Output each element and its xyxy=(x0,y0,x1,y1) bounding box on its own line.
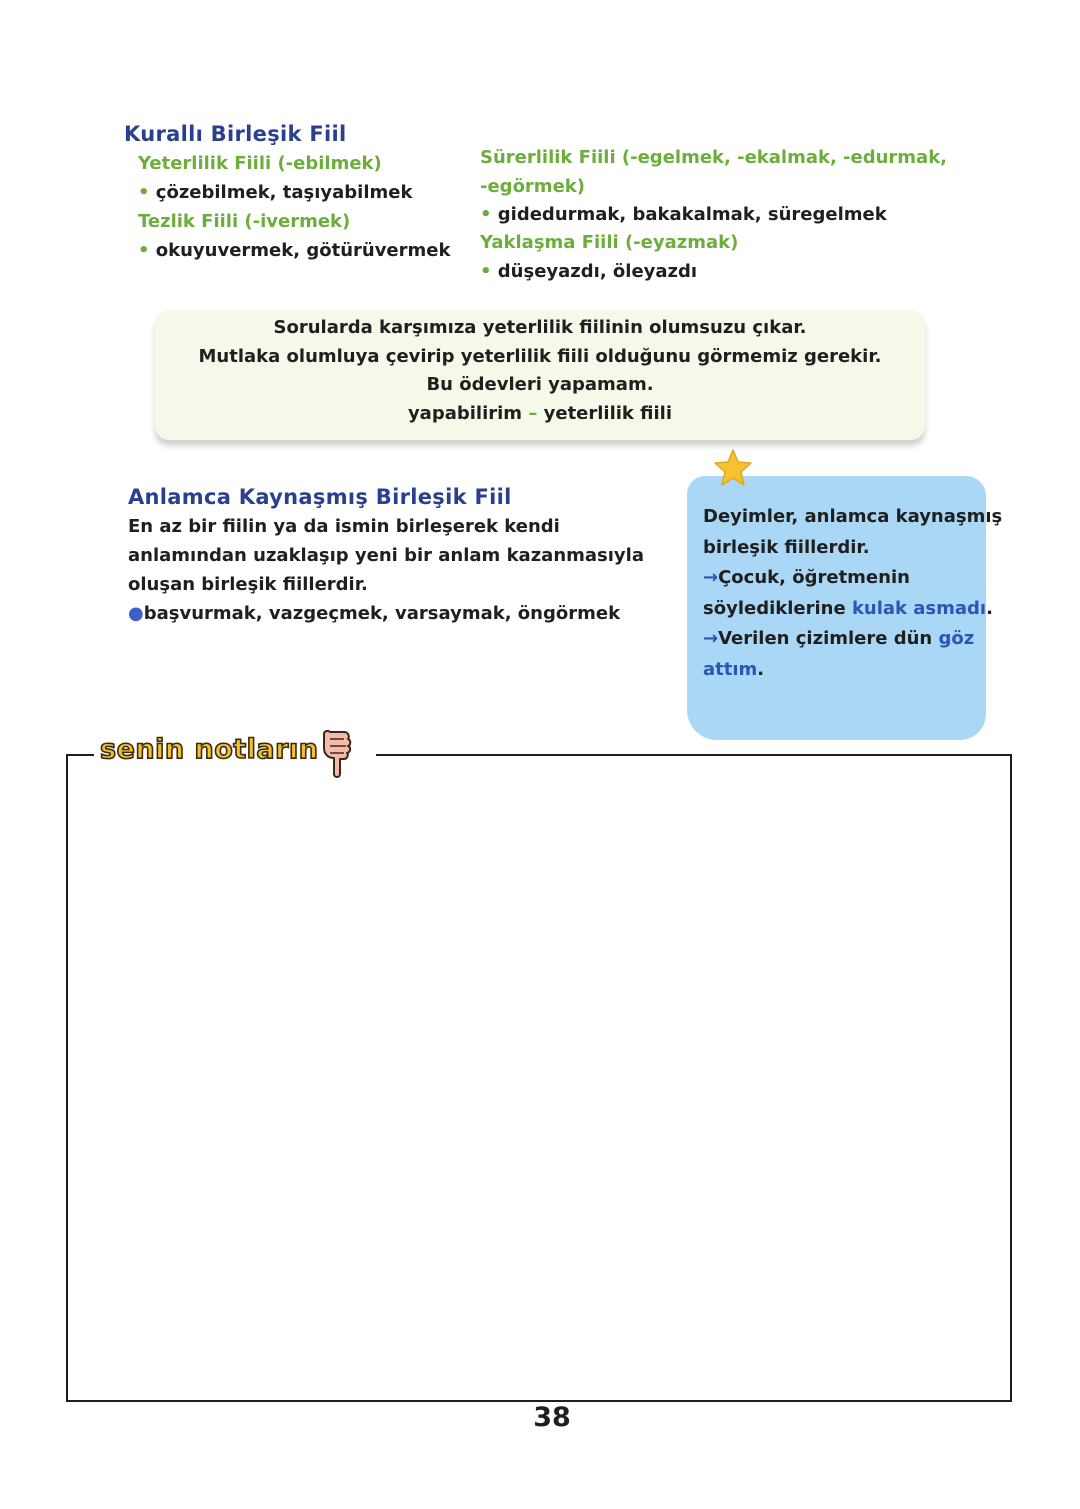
yaklasma-examples: düşeyazdı, öleyazdı xyxy=(497,261,698,282)
yaklasma-examples-row xyxy=(480,257,697,286)
note-line-3: Bu ödevleri yapamam. xyxy=(426,374,654,395)
yaklasma-title: Yaklaşma Fiili (-eyazmak) xyxy=(480,232,739,253)
tezlik-title: Tezlik Fiili (-ivermek) xyxy=(138,211,351,232)
idiom-highlight-1: kulak asmadı xyxy=(851,597,987,619)
surerlilik-title-2: -egörmek) xyxy=(480,176,585,197)
surerlilik-title-1: Sürerlilik Fiili (-egelmek, -ekalmak, -edurmak, xyxy=(480,147,948,168)
section-title-kuralli: Kurallı Birleşik Fiil xyxy=(124,122,347,146)
bullet-icon: • xyxy=(480,261,498,282)
note-line-4 xyxy=(155,400,925,429)
star-icon xyxy=(713,448,753,488)
idiom-line-1: Deyimler, anlamca kaynaşmış xyxy=(703,506,1003,527)
note-example-type: yeterlilik fiili xyxy=(543,402,673,424)
yeterlilik-title: Yeterlilik Fiili (-ebilmek) xyxy=(138,153,382,174)
notes-label-text: senin notların xyxy=(100,734,319,765)
idiom-example-2b xyxy=(703,655,1002,686)
info-note-box xyxy=(155,310,925,440)
bullet-icon: ● xyxy=(128,603,144,624)
anlamca-examples: başvurmak, vazgeçmek, varsaymak, öngörmek xyxy=(143,603,621,624)
idiom-example-1b xyxy=(703,594,1002,625)
idiom-example-2-text: Verilen çizimlere dün xyxy=(718,628,939,649)
surerlilik-examples-row xyxy=(480,200,887,229)
pointing-hand-icon xyxy=(316,728,354,780)
section-title-anlamca: Anlamca Kaynaşmış Birleşik Fiil xyxy=(128,485,512,509)
anlamca-desc-1: En az bir fiilin ya da ismin birleşerek kendi xyxy=(128,516,560,537)
idiom-period: . xyxy=(757,658,765,680)
note-line-2: Mutlaka olumluya çevirip yeterlilik fiili olduğunu görmemiz gerekir. xyxy=(198,345,882,367)
yeterlilik-examples-row xyxy=(138,178,412,207)
notes-label xyxy=(94,722,376,784)
idiom-example-1-text: Çocuk, öğretmenin xyxy=(718,567,910,588)
idiom-highlight-2b: attım xyxy=(703,658,758,680)
note-line-1: Sorularda karşımıza yeterlilik fiilinin olumsuzu çıkar. xyxy=(273,317,807,338)
bullet-icon: • xyxy=(138,182,156,203)
idiom-period: . xyxy=(986,597,993,619)
page-number: 38 xyxy=(533,1402,571,1433)
idiom-info-box xyxy=(687,476,1003,740)
idiom-example-2a xyxy=(703,624,1002,655)
bullet-icon: • xyxy=(138,240,156,261)
idiom-line-2: birleşik fiillerdir. xyxy=(703,536,870,558)
note-dash: – xyxy=(528,402,538,424)
yeterlilik-examples: çözebilmek, taşıyabilmek xyxy=(155,182,413,203)
note-example-word: yapabilirim xyxy=(407,402,523,424)
idiom-example-1a xyxy=(703,563,1002,594)
tezlik-examples: okuyuvermek, götürüvermek xyxy=(155,240,451,261)
tezlik-examples-row xyxy=(138,236,450,265)
anlamca-examples-row xyxy=(128,599,620,628)
surerlilik-examples: gidedurmak, bakakalmak, süregelmek xyxy=(497,204,887,225)
anlamca-desc-3: oluşan birleşik fiillerdir. xyxy=(128,574,368,595)
idiom-highlight-2a: göz xyxy=(938,628,975,649)
arrow-right-icon: → xyxy=(703,628,719,649)
bullet-icon: • xyxy=(480,204,498,225)
arrow-right-icon: → xyxy=(703,567,719,588)
anlamca-desc-2: anlamından uzaklaşıp yeni bir anlam kazanmasıyla xyxy=(128,545,644,566)
notes-area[interactable] xyxy=(66,754,1012,1402)
idiom-example-1-text-2: söylediklerine xyxy=(703,597,852,619)
